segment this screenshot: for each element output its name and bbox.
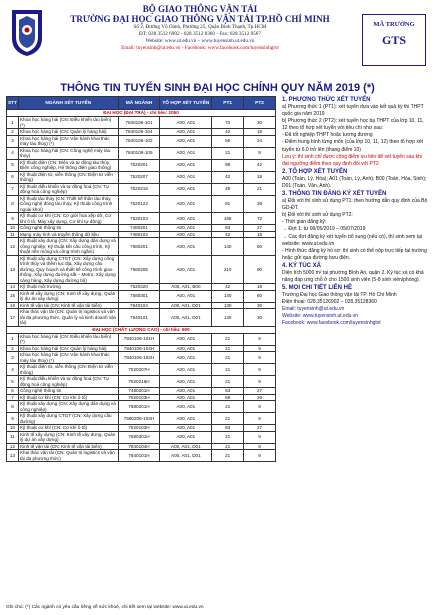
cell-stt: 12 — [7, 238, 19, 256]
cell-pt1: 42 — [212, 231, 244, 238]
section-4-title: 4. KÝ TÚC XÁ — [282, 262, 322, 269]
table-row — [7, 364, 276, 376]
cell-pt1: 42 — [212, 284, 244, 291]
col-combo: TỔ HỢP XÉT TUYỂN — [160, 97, 212, 110]
cell-name: Kỹ thuật xây dựng CTGT (CN: Xây dựng công trình thủy và thềm lục địa, Xây dựng cầu đường, Quy hoạch và thiết kế công trình giao thông, Xây dựng đường sắt – Metro, Xây dựng cảng hàng, Xây dựng đường bộ) — [18, 255, 118, 284]
table-row — [7, 195, 276, 213]
cell-pt2: 9 — [244, 147, 276, 159]
cell-pt2: 27 — [244, 425, 276, 432]
cell-pt1: 21 — [212, 443, 244, 450]
cell-pt1: 21 — [212, 147, 244, 159]
cell-combo: A00, A01 — [160, 231, 212, 238]
cell-pt2: 9 — [244, 333, 276, 345]
cell-pt2: 9 — [244, 443, 276, 450]
table-body — [7, 110, 276, 462]
cell-code: 7840104 — [118, 302, 160, 309]
cell-pt1: 42 — [212, 171, 244, 183]
cell-combo: A00, A01 — [160, 401, 212, 413]
col-pt1: PT1 — [212, 97, 244, 110]
cell-stt: 10 — [7, 425, 19, 432]
cell-combo: A00, A01 — [160, 159, 212, 171]
cell-combo: A00, A01 — [160, 117, 212, 129]
cell-stt: 12 — [7, 443, 19, 450]
cell-stt: 2 — [7, 129, 19, 136]
cell-pt1: 21 — [212, 345, 244, 352]
cell-combo: A00, A01 — [160, 376, 212, 388]
section-3-title: 3. THÔNG TIN ĐĂNG KÝ XÉT TUYỂN — [282, 191, 387, 198]
cell-pt1: 63 — [212, 388, 244, 395]
cell-code: 7520207 — [118, 171, 160, 183]
cell-combo: A00, A01 — [160, 171, 212, 183]
cell-pt2: 9 — [244, 401, 276, 413]
cell-code: 7580205-103H — [118, 413, 160, 425]
s3-b1: - Thời gian đăng ký: — [282, 219, 327, 226]
cell-pt1: 140 — [212, 238, 244, 256]
school-code-value: GTS — [381, 33, 406, 47]
cell-pt2: 18 — [244, 129, 276, 136]
cell-stt: 6 — [7, 388, 19, 395]
cell-pt2: 42 — [244, 159, 276, 171]
cell-combo: A00, A01 — [160, 225, 212, 232]
cell-pt1: 21 — [212, 352, 244, 364]
university-logo — [10, 8, 44, 58]
table-row — [7, 401, 276, 413]
col-code: MÃ NGÀNH — [118, 97, 160, 110]
table-row — [7, 431, 276, 443]
cell-code: 7840106-102 — [118, 135, 160, 147]
cell-pt1: 21 — [212, 450, 244, 462]
website[interactable]: Website: www.ut.edu.vn – www.tuyensinh.ut.edu.vn — [145, 38, 255, 44]
cell-stt: 17 — [7, 309, 19, 327]
cell-name: Khoa học hàng hải (CN: Điều khiển tàu biển) (*) — [18, 333, 118, 345]
cell-combo: A00, A01, B00 — [160, 284, 212, 291]
cell-stt: 7 — [7, 183, 19, 195]
cell-pt2: 30 — [244, 302, 276, 309]
cell-pt2: 9 — [244, 376, 276, 388]
cell-combo: A00, A01, D01 — [160, 309, 212, 327]
cell-pt2: 9 — [244, 352, 276, 364]
cell-combo: A00, A01 — [160, 431, 212, 443]
cell-combo: A00, A01, D01 — [160, 302, 212, 309]
col-name: NGÀNH XÉT TUYỂN — [18, 97, 118, 110]
cell-combo: A00, A01 — [160, 345, 212, 352]
cell-pt2: 39 — [244, 195, 276, 213]
col-pt2: PT2 — [244, 97, 276, 110]
cell-pt1: 21 — [212, 364, 244, 376]
s5-l1: Trường Đại học Giao thông vận tải TP. Hồ Chí Minh — [282, 292, 397, 299]
cell-stt: 1 — [7, 117, 19, 129]
table-row — [7, 147, 276, 159]
cell-pt1: 21 — [212, 401, 244, 413]
cell-code: 7480102 — [118, 231, 160, 238]
cell-code: 7580301H — [118, 431, 160, 443]
cell-code: 7520103 — [118, 213, 160, 225]
table-row — [7, 117, 276, 129]
cell-stt: 16 — [7, 302, 19, 309]
info-panel — [282, 96, 430, 328]
cell-pt2: 18 — [244, 231, 276, 238]
cell-pt2: 60 — [244, 238, 276, 256]
cell-pt2: 26 — [244, 394, 276, 401]
cell-pt2: 27 — [244, 225, 276, 232]
cell-pt2: 9 — [244, 450, 276, 462]
s1-b1: - Đã tốt nghiệp THPT hoặc tương đương — [282, 132, 373, 139]
cell-stt: 13 — [7, 450, 19, 462]
table-row — [7, 213, 276, 225]
cell-code: 7520216H — [118, 376, 160, 388]
s5-facebook[interactable]: Facebook: www.facebook.com/tuyensinhgtvt — [282, 320, 381, 327]
cell-combo: A00, A01 — [160, 255, 212, 284]
s3-b4: - Hình thức đăng ký hồ sơ: thí sinh có thể nộp trực tiếp tại trường hoặc gửi qua đường bưu điện. — [282, 247, 427, 261]
cell-name: Công nghệ thông tin — [18, 388, 118, 395]
cell-name: Kỹ thuật điều khiển và tự động hoá (CN: Tự động hoá công nghiệp) — [18, 183, 118, 195]
cell-combo: A00, A01 — [160, 425, 212, 432]
s1-b2: - Điểm trung bình từng môn (của lớp 10, 11, 12) theo tổ hợp xét tuyển từ 6.0 trở lên (thang điểm 10) — [282, 139, 423, 153]
cell-name: Kỹ thuật xây dựng (CN: Xây dựng dân dụng và công nghiệp) — [18, 401, 118, 413]
cell-stt: 15 — [7, 290, 19, 302]
cell-pt1: 140 — [212, 290, 244, 302]
cell-name: Kỹ thuật xây dựng (CN: Xây dựng dân dụng và công nghiệp, Kỹ thuật kết cấu công trình, Kỹ thuật nền móng và công trình ngầm) — [18, 238, 118, 256]
address: Số 2, Đường Võ Oanh, Phường 25, Quận Bình Thạnh, Tp.HCM — [133, 24, 267, 30]
cell-combo: A00, A01 — [160, 147, 212, 159]
s5-website[interactable]: Website: www.tuyensinh.ut.edu.vn — [282, 313, 359, 320]
table-row — [7, 255, 276, 284]
cell-name: Kinh tế xây dựng (CN: Kinh tế xây dựng, Quản lý dự án xây dựng) — [18, 290, 118, 302]
cell-stt: 5 — [7, 159, 19, 171]
cell-stt: 9 — [7, 413, 19, 425]
cell-code: 7520216 — [118, 183, 160, 195]
cell-pt2: 30 — [244, 309, 276, 327]
cell-stt: 11 — [7, 431, 19, 443]
phone: ĐT: 028 3512 6902 - 028 3512 8360 - Fax: 028 3512 0567 — [139, 31, 261, 37]
s2-text: A00 (Toán, Lý, Hóa); A01 (Toán, Lý, Anh); B00 (Toán, Hóa, Sinh); D01 (Toán, Văn, Anh). — [282, 175, 427, 189]
cell-name: Kỹ thuật tàu thủy (CN: Thiết kế thân tàu thủy, Công nghệ đóng tàu thủy, Kỹ thuật công trình ngoài khơi) — [18, 195, 118, 213]
cell-name: Kinh tế vận tải (CN: Kinh tế vận tải biển) — [18, 302, 118, 309]
s5-email[interactable]: Email: tuyensinh@ut.edu.vn — [282, 306, 345, 313]
cell-stt: 5 — [7, 376, 19, 388]
section-row — [7, 110, 276, 117]
cell-pt1: 98 — [212, 159, 244, 171]
cell-pt1: 210 — [212, 255, 244, 284]
cell-pt1: 59 — [212, 394, 244, 401]
cell-code: 7840104H — [118, 443, 160, 450]
cell-name: Khoa học hàng hải (CN: Điều khiển tàu biển) (*) — [18, 117, 118, 129]
cell-pt1: 21 — [212, 376, 244, 388]
section-1-title: 1. PHƯƠNG THỨC XÉT TUYỂN — [282, 97, 371, 103]
cell-name: Khoa học hàng hải (CN: Vận hành khai thác máy tàu thủy) (*) — [18, 135, 118, 147]
cell-name: Khoa học hàng hải (CN: Quản lý hàng hải) — [18, 129, 118, 136]
table-row — [7, 183, 276, 195]
cell-code: 7580201H — [118, 401, 160, 413]
cell-pt2: 18 — [244, 284, 276, 291]
cell-pt1: 21 — [212, 333, 244, 345]
cell-pt1: 63 — [212, 425, 244, 432]
ministry-name: BỘ GIAO THÔNG VẬN TẢI — [142, 4, 258, 14]
cell-pt2: 9 — [244, 364, 276, 376]
cell-code: 7480201 — [118, 225, 160, 232]
cell-code: 7580205 — [118, 255, 160, 284]
section-5-title: 5. MỌI CHI TIẾT LIÊN HỆ — [282, 285, 353, 292]
cell-stt: 1 — [7, 333, 19, 345]
s3-b3: → Các đợt đăng ký xét tuyển bổ sung (nếu có), thí sinh xem tại website: www.ut.edu.vn — [282, 233, 423, 247]
s1-note: Lưu ý: thí sinh chỉ được cộng điểm ưu tiên để xét tuyển sau khi đạt ngưỡng điểm theo quy định đối với PT2. — [282, 153, 423, 167]
section-label: ĐẠI HỌC (CHẤT LƯỢNG CAO) - chỉ tiêu: 600 — [7, 326, 276, 333]
cell-stt: 11 — [7, 231, 19, 238]
footnote: Ghi chú: (*) Các ngành có yêu cầu riêng về sức khoẻ, chi tiết xem tại website: www.ut.edu.vn — [6, 605, 204, 610]
table-row — [7, 450, 276, 462]
section-row — [7, 326, 276, 333]
cell-code: 7520103H — [118, 425, 160, 432]
cell-combo: A00, A01 — [160, 238, 212, 256]
cell-code: 7520320 — [118, 284, 160, 291]
table-row — [7, 135, 276, 147]
s4-text: Diện tích 5000 m² tại phường Bình An, quận 2. Ký túc xá có khả năng đáp ứng chỗ ở cho 1500 sinh viên (5-8 sinh viên/phòng). — [282, 269, 424, 283]
cell-pt2: 60 — [244, 290, 276, 302]
cell-name: Khoa học hàng hải (CN: Quản lý hàng hải) — [18, 345, 118, 352]
cell-pt1: 56 — [212, 135, 244, 147]
cell-code: 7840106-102H — [118, 352, 160, 364]
cell-combo: A00, A01 — [160, 413, 212, 425]
cell-combo: A00, A01 — [160, 352, 212, 364]
cell-pt1: 130 — [212, 302, 244, 309]
email-facebook[interactable]: Email: tuyensinh@ut.edu.vn - Facebook: www.facebook.com/tuyensinhgtvt — [121, 45, 279, 51]
cell-code: 7840101 — [118, 309, 160, 327]
cell-code: 7840106-101 — [118, 117, 160, 129]
table-header-row — [7, 97, 276, 110]
cell-stt: 7 — [7, 394, 19, 401]
section-label: ĐẠI HỌC (ĐẠI TRÀ) - chỉ tiêu: 2050 — [7, 110, 276, 117]
cell-stt: 2 — [7, 345, 19, 352]
cell-name: Kỹ thuật điện (CN: Điện và tự động tàu thủy, Điện công nghiệp, Hệ thống điện giao thông) — [18, 159, 118, 171]
cell-name: Khai thác vận tải (CN: Quản trị logistics và vận tải đa phương thức, Quản lý và kinh doanh vận tải) — [19, 309, 117, 325]
cell-name: Kỹ thuật cơ khí (CN: Cơ khí ô tô) — [18, 394, 118, 401]
cell-stt: 13 — [7, 255, 19, 284]
cell-name: Kinh tế vận tải (CN: Kinh tế vận tải biển) — [18, 443, 118, 450]
cell-code: 7520207H — [118, 364, 160, 376]
cell-combo: A00, A01 — [160, 195, 212, 213]
cell-pt1: 42 — [212, 129, 244, 136]
admission-table — [6, 96, 276, 462]
s3-b2: → Đợt 1: từ 06/05/2019 – 05/07/2019 — [282, 226, 366, 233]
cell-code: 7520201 — [118, 159, 160, 171]
cell-name: Kỹ thuật điện tử, viễn thông (CN: Điện tử viễn thông) — [18, 171, 118, 183]
cell-code: 7840106-105 — [118, 147, 160, 159]
cell-code: 7580201 — [118, 238, 160, 256]
cell-name: Kỹ thuật cơ khí (CN: Cơ khí ô tô) — [18, 425, 118, 432]
cell-combo: A00, A01 — [160, 388, 212, 395]
cell-combo: A00, A01 — [160, 183, 212, 195]
col-stt: STT — [7, 97, 19, 110]
cell-code: 7520122 — [118, 195, 160, 213]
cell-pt2: 9 — [244, 345, 276, 352]
cell-code: 7840101H — [118, 450, 160, 462]
cell-stt: 10 — [7, 225, 19, 232]
cell-stt: 6 — [7, 171, 19, 183]
cell-code: 7480201H — [118, 388, 160, 395]
cell-code: 7840106-104H — [118, 345, 160, 352]
cell-pt2: 9 — [244, 413, 276, 425]
page-title: THÔNG TIN TUYỂN SINH ĐẠI HỌC CHÍNH QUY NĂM 2019 (*) — [60, 82, 375, 94]
table-row — [7, 376, 276, 388]
cell-combo: A00, A01 — [160, 394, 212, 401]
table-row — [7, 413, 276, 425]
header — [6, 4, 430, 70]
s5-l2: Điện thoại: 028.35126902 – 028.35128360 — [282, 299, 377, 306]
school-code-label: MÃ TRƯỜNG — [373, 21, 415, 28]
cell-combo: A00, A01, D01 — [160, 443, 212, 450]
cell-stt: 4 — [7, 364, 19, 376]
cell-stt: 14 — [7, 284, 19, 291]
cell-pt1: 63 — [212, 225, 244, 232]
cell-name: Kỹ thuật điện tử, viễn thông (CN: Điện tử viễn thông) — [18, 364, 118, 376]
cell-name: Khoa học hàng hải (CN: Công nghệ máy tàu thủy) — [18, 147, 118, 159]
cell-combo: A00, A01, D01 — [160, 450, 212, 462]
cell-pt2: 18 — [244, 171, 276, 183]
cell-pt2: 9 — [244, 431, 276, 443]
cell-name: Kỹ thuật điều khiển và tự động hoá (CN: Tự động hoá công nghiệp) — [18, 376, 118, 388]
cell-pt2: 30 — [244, 117, 276, 129]
cell-stt: 8 — [7, 401, 19, 413]
cell-pt1: 21 — [212, 413, 244, 425]
cell-pt2: 72 — [244, 213, 276, 225]
s1-a: a) Phương thức 1 (PT1): xét tuyển dựa vào kết quả kỳ thi THPT quốc gia năm 2019 — [282, 104, 424, 118]
cell-combo: A00, A01 — [160, 135, 212, 147]
cell-pt1: 21 — [212, 431, 244, 443]
table-row — [7, 171, 276, 183]
university-name: TRƯỜNG ĐẠI HỌC GIAO THÔNG VẬN TẢI TP.HỒ CHÍ MINH — [70, 14, 330, 24]
cell-name: Kỹ thuật môi trường — [18, 284, 118, 291]
cell-stt: 4 — [7, 147, 19, 159]
cell-name: Công nghệ thông tin — [18, 225, 118, 232]
cell-code: 7520103H — [118, 394, 160, 401]
cell-stt: 8 — [7, 195, 19, 213]
cell-combo: A00, A01 — [160, 213, 212, 225]
cell-name: Khoa học hàng hải (CN: Vận hành khai thác máy tàu thủy) (*) — [18, 352, 118, 364]
table-row — [7, 333, 276, 345]
s3-b: b) Đối với thí sinh sử dụng PT2: — [282, 212, 353, 219]
cell-combo: A00, A01 — [160, 333, 212, 345]
cell-pt1: 70 — [212, 117, 244, 129]
table-row — [7, 352, 276, 364]
cell-name: Kỹ thuật cơ khí (CN: Cơ giới hoá xếp dỡ, Cơ khí ô tô, Máy xây dựng, Cơ khí tự động) — [18, 213, 118, 225]
cell-pt1: 49 — [212, 183, 244, 195]
table-row — [7, 290, 276, 302]
cell-stt: 3 — [7, 135, 19, 147]
cell-pt2: 21 — [244, 183, 276, 195]
cell-pt1: 130 — [212, 309, 244, 327]
school-code-box — [362, 14, 426, 66]
cell-name: Mạng máy tính và truyền thông dữ liệu — [18, 231, 118, 238]
cell-combo: A00, A01 — [160, 129, 212, 136]
cell-name: Kinh tế xây dựng (CN: Kinh tế xây dựng, Quản lý dự án xây dựng) — [18, 431, 118, 443]
cell-name: Kỹ thuật xây dựng CTGT (CN: Xây dựng cầu đường) — [18, 413, 118, 425]
cell-combo: A00, A01 — [160, 364, 212, 376]
cell-code: 7840106-104 — [118, 129, 160, 136]
cell-pt2: 27 — [244, 388, 276, 395]
cell-code: 7580301 — [118, 290, 160, 302]
cell-stt: 3 — [7, 352, 19, 364]
cell-pt1: 91 — [212, 195, 244, 213]
cell-pt2: 90 — [244, 255, 276, 284]
table-row — [7, 159, 276, 171]
table-row — [7, 309, 276, 327]
cell-pt2: 24 — [244, 135, 276, 147]
s3-a: a) Đối với thí sinh sử dụng PT1: theo hướng dẫn quy định của Bộ GD-ĐT. — [282, 198, 428, 212]
table-row — [7, 238, 276, 256]
cell-name: Khai thác vận tải (CN: Quản trị logistics và vận tải đa phương thức) — [18, 450, 118, 462]
cell-pt1: 168 — [212, 213, 244, 225]
s1-b: b) Phương thức 2 (PT2): xét tuyển học bạ THPT của lớp 10, 11, 12 theo tổ hợp xét tuyển với tiêu chí như sau: — [282, 118, 424, 132]
cell-code: 7840106-101H — [118, 333, 160, 345]
section-2-title: 2. TỔ HỢP XÉT TUYỂN — [282, 168, 348, 175]
cell-combo: A00, A01 — [160, 290, 212, 302]
cell-stt: 9 — [7, 213, 19, 225]
